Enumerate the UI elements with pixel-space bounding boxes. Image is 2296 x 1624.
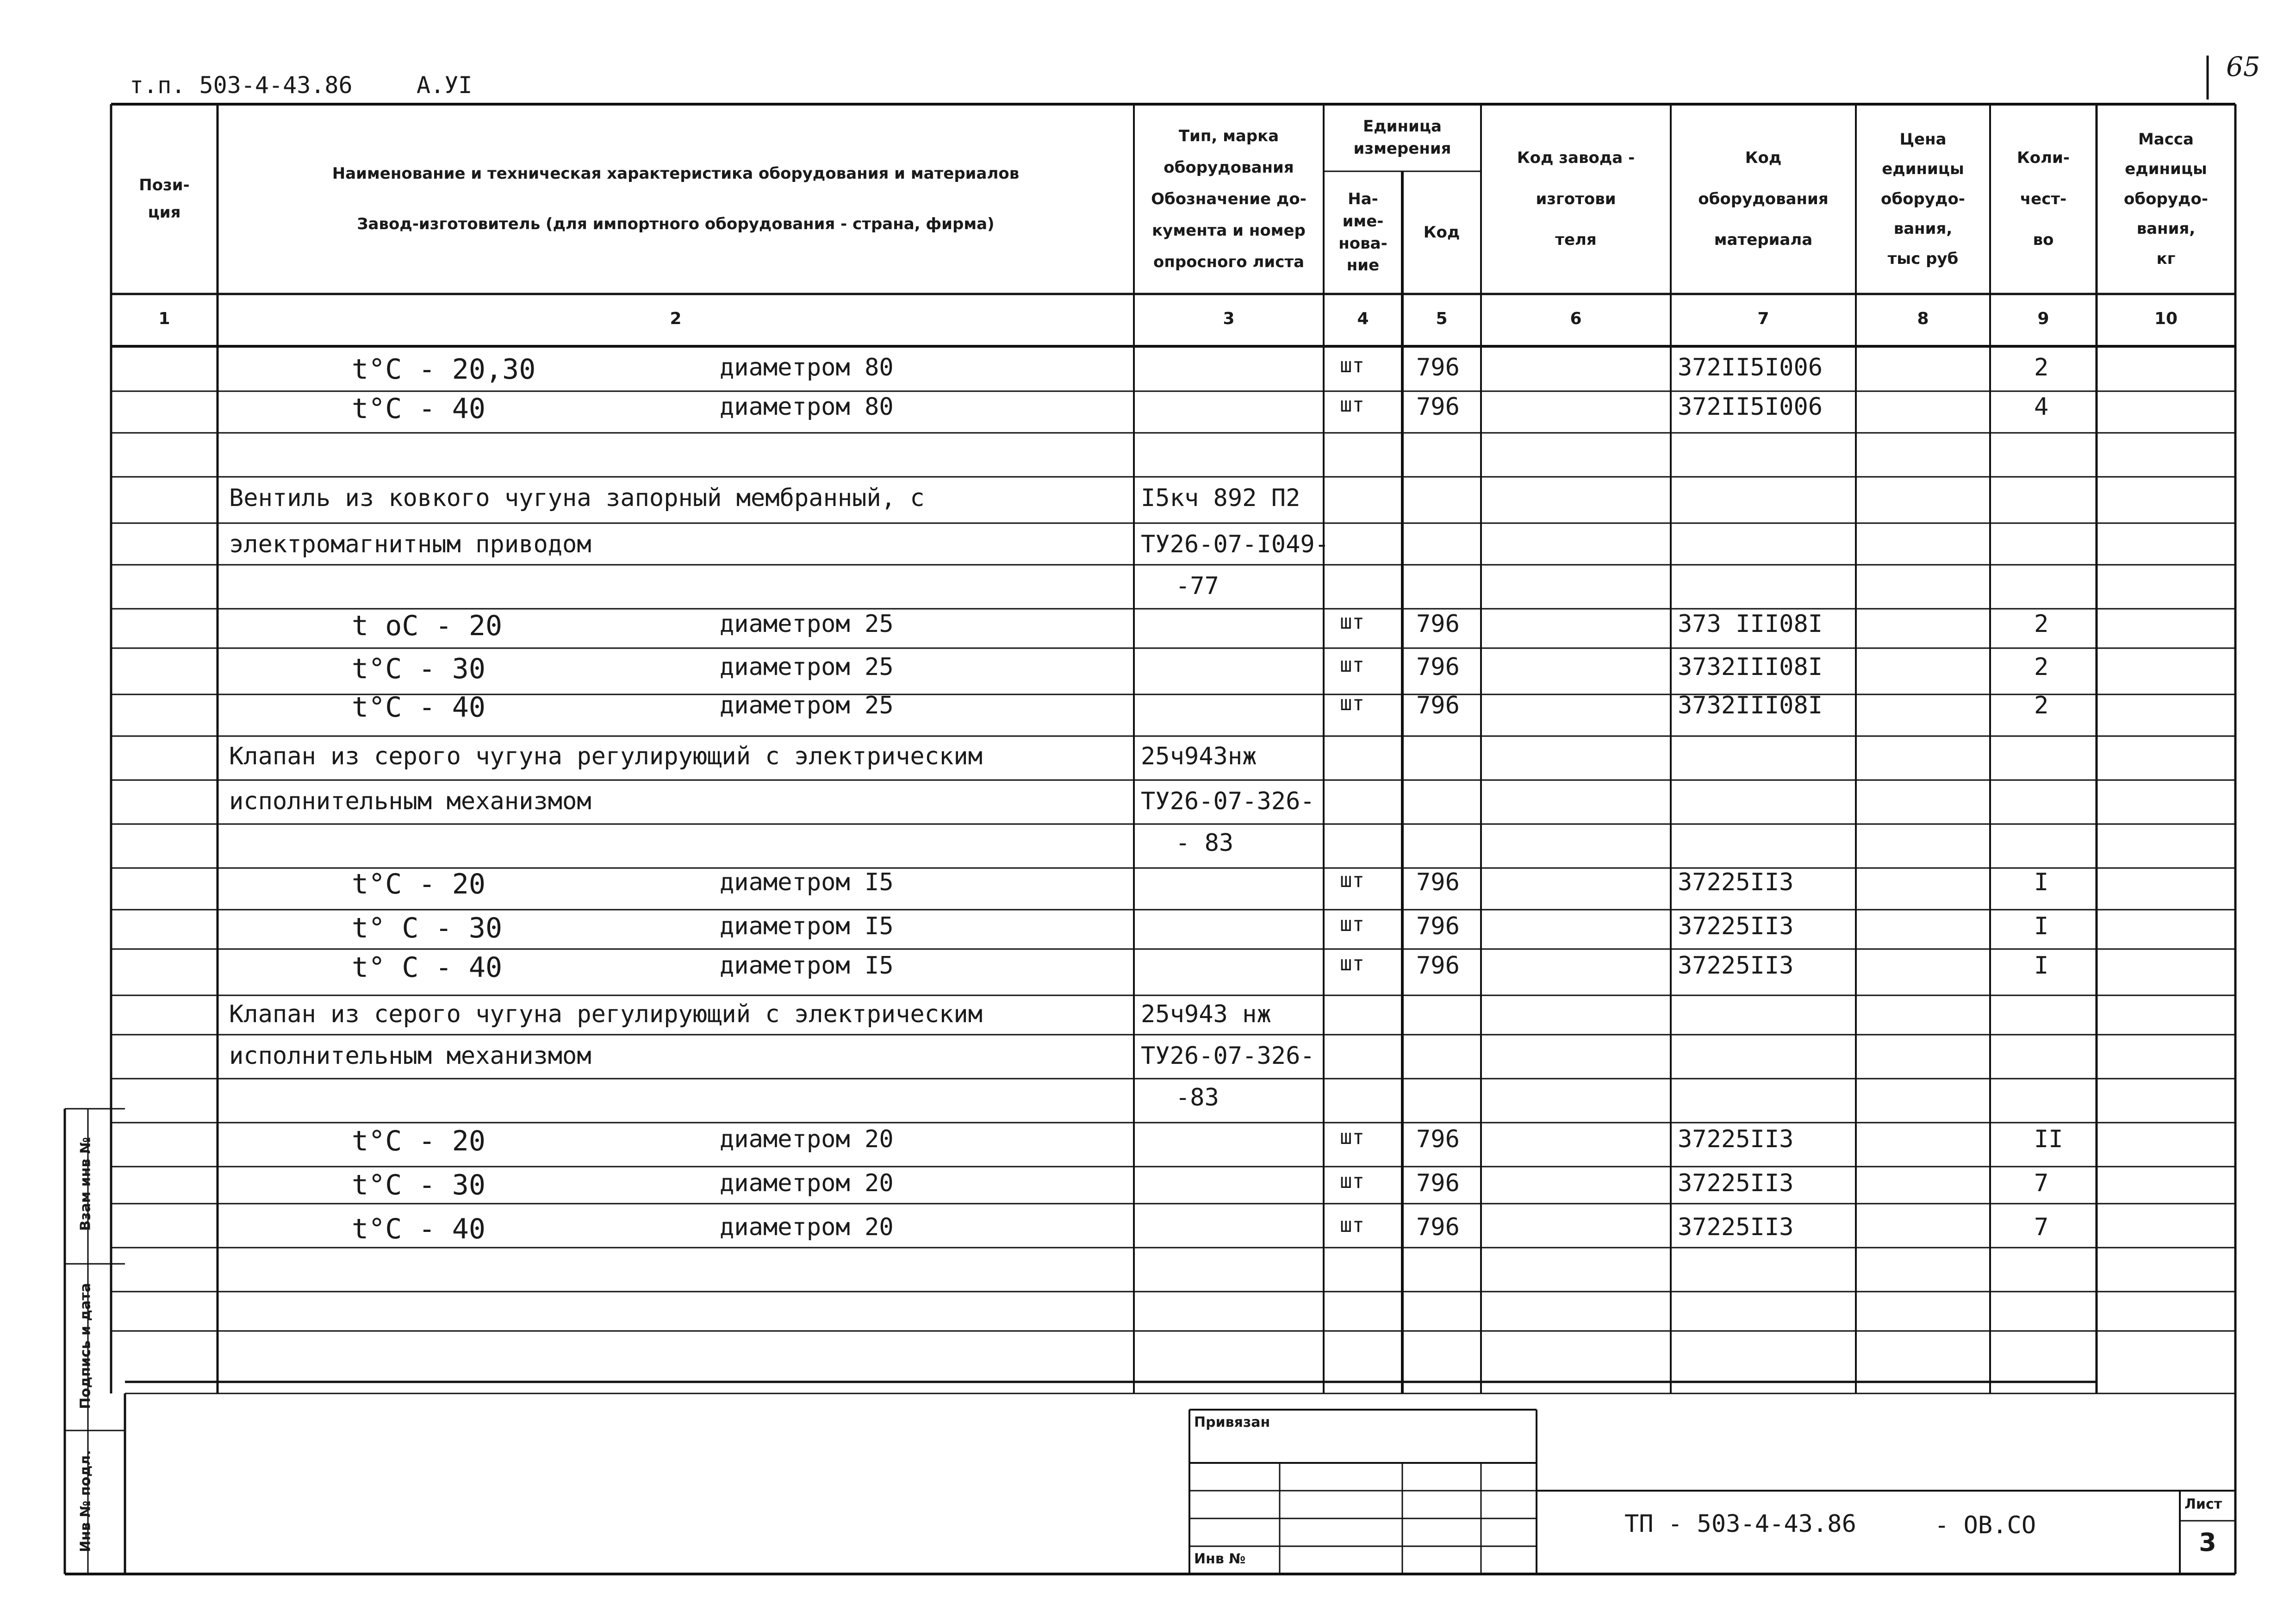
row-name: t°C - 40: [352, 691, 485, 724]
row-unit-code: 796: [1416, 912, 1460, 940]
row-unit-code: 796: [1416, 610, 1460, 638]
row-material-code: 373 III08I: [1678, 610, 1823, 638]
row-material-code: 3732III08I: [1678, 653, 1823, 681]
row-name: t° C - 30: [352, 912, 503, 944]
row-unit: шт: [1340, 912, 1364, 936]
row-name: Клапан из серого чугуна регулирующий с электрическим: [229, 743, 983, 770]
row-unit-code: 796: [1416, 952, 1460, 980]
row-name: t° C - 40: [352, 951, 503, 984]
row-unit-code: 796: [1416, 1125, 1460, 1153]
row-diameter: диаметром 20: [720, 1169, 894, 1197]
row-material-code: 37225II3: [1678, 1169, 1794, 1197]
header-manufacturer-code: Код завода - изготови теля: [1517, 149, 1635, 250]
row-name: t°C - 40: [352, 393, 485, 425]
row-diameter: диаметром 80: [720, 354, 894, 381]
col-number: 1: [158, 309, 170, 328]
row-unit-code: 796: [1416, 1169, 1460, 1197]
row-unit-code: 796: [1416, 354, 1460, 381]
row-name: электромагнитным приводом: [229, 531, 591, 558]
row-diameter: диаметром 25: [720, 653, 894, 681]
row-name: t°C - 20: [352, 1125, 485, 1157]
row-type: -77: [1176, 572, 1219, 600]
document-reference: т.п. 503-4-43.86: [130, 72, 353, 99]
row-unit: шт: [1340, 653, 1364, 677]
row-unit: шт: [1340, 610, 1364, 634]
row-unit-code: 796: [1416, 692, 1460, 719]
sheet-label: Лист: [2184, 1496, 2222, 1512]
row-quantity: 4: [2034, 393, 2049, 421]
page-mark: 65: [2226, 51, 2260, 82]
row-name: Клапан из серого чугуна регулирующий с электрическим: [229, 1000, 983, 1028]
row-diameter: диаметром 80: [720, 393, 894, 421]
row-name: t°C - 40: [352, 1213, 485, 1245]
row-name: t°C - 20: [352, 868, 485, 900]
row-quantity: II: [2034, 1125, 2063, 1153]
row-type: ТУ26-07-326-: [1141, 787, 1315, 815]
row-material-code: 372II5I006: [1678, 393, 1823, 421]
col-number: 5: [1436, 309, 1448, 328]
row-name: исполнительным механизмом: [229, 787, 591, 815]
row-unit: шт: [1340, 692, 1364, 715]
col-number: 4: [1357, 309, 1369, 328]
row-material-code: 37225II3: [1678, 912, 1794, 940]
row-unit: шт: [1340, 868, 1364, 892]
row-quantity: 2: [2034, 692, 2049, 719]
row-unit-code: 796: [1416, 1213, 1460, 1241]
header-quantity: Коли- чест- во: [2017, 149, 2070, 250]
row-unit: шт: [1340, 1125, 1364, 1149]
row-type: -83: [1176, 1084, 1219, 1112]
side-label-inv-original: Инв № подл.: [77, 1450, 94, 1552]
row-unit: шт: [1340, 1169, 1364, 1193]
row-name: Вентиль из ковкого чугуна запорный мембранный, с: [229, 484, 925, 512]
row-material-code: 37225II3: [1678, 1213, 1794, 1241]
row-diameter: диаметром I5: [720, 912, 894, 940]
col-number: 7: [1757, 309, 1769, 328]
row-type: ТУ26-07-I049-: [1141, 531, 1329, 558]
col-number: 6: [1570, 309, 1582, 328]
row-unit-code: 796: [1416, 393, 1460, 421]
col-number: 10: [2154, 309, 2178, 328]
header-type: Тип, марка оборудования Обозначение до- кумента и номер опросного листа: [1151, 127, 1307, 271]
document-designation: ТП - 503-4-43.86: [1624, 1510, 1856, 1538]
header-price: Цена единицы оборудо- вания, тыс руб: [1881, 130, 1965, 268]
row-unit: шт: [1340, 952, 1364, 975]
row-material-code: 37225II3: [1678, 868, 1794, 896]
inv-number-label: Инв №: [1194, 1551, 1246, 1567]
side-label-signature-date: Подпись и дата: [77, 1283, 94, 1409]
album-number: А.УI: [417, 72, 473, 99]
row-name: t oC - 20: [352, 610, 503, 642]
row-type: - 83: [1176, 829, 1234, 857]
row-diameter: диаметром 20: [720, 1125, 894, 1153]
row-name: t°C - 30: [352, 653, 485, 685]
row-quantity: 2: [2034, 610, 2049, 638]
row-unit-code: 796: [1416, 868, 1460, 896]
row-diameter: диаметром 25: [720, 610, 894, 638]
sheet-number: 3: [2199, 1528, 2216, 1557]
privyazan-label: Привязан: [1194, 1414, 1270, 1430]
row-quantity: 2: [2034, 653, 2049, 681]
row-quantity: I: [2034, 868, 2049, 896]
row-material-code: 37225II3: [1678, 952, 1794, 980]
row-diameter: диаметром 20: [720, 1213, 894, 1241]
row-type: I5кч 892 П2: [1141, 484, 1300, 512]
row-diameter: диаметром I5: [720, 952, 894, 980]
col-number: 9: [2037, 309, 2049, 328]
row-unit-code: 796: [1416, 653, 1460, 681]
row-quantity: I: [2034, 952, 2049, 980]
row-name: исполнительным механизмом: [229, 1042, 591, 1070]
header-position: Пози- ция: [139, 175, 190, 222]
row-unit: шт: [1340, 354, 1364, 377]
row-name: t°C - 20,30: [352, 353, 536, 386]
row-quantity: I: [2034, 912, 2049, 940]
row-diameter: диаметром 25: [720, 692, 894, 719]
col-number: 8: [1917, 309, 1929, 328]
row-quantity: 7: [2034, 1169, 2049, 1197]
row-material-code: 372II5I006: [1678, 354, 1823, 381]
header-unit-name: На- име- нова- ние: [1338, 190, 1388, 275]
row-quantity: 2: [2034, 354, 2049, 381]
side-label-replaced-inv: Взам инв №: [77, 1137, 94, 1231]
row-unit: шт: [1340, 393, 1364, 417]
col-number: 2: [670, 309, 682, 328]
row-name: t°C - 30: [352, 1169, 485, 1201]
row-material-code: 37225II3: [1678, 1125, 1794, 1153]
row-unit: шт: [1340, 1213, 1364, 1237]
row-type: 25ч943нж: [1141, 743, 1257, 770]
row-material-code: 3732III08I: [1678, 692, 1823, 719]
header-unit: Единица измерения: [1353, 117, 1451, 158]
document-suffix: - ОВ.СО: [1935, 1512, 2036, 1539]
header-mass: Масса единицы оборудо- вания, кг: [2124, 130, 2208, 268]
header-name: Наименование и техническая характеристика оборудования и материалов Завод-изготовитель (для импортного оборудования - страна, фирма): [332, 164, 1020, 233]
row-quantity: 7: [2034, 1213, 2049, 1241]
row-type: 25ч943 нж: [1141, 1000, 1271, 1028]
header-unit-code: Код: [1423, 223, 1460, 242]
col-number: 3: [1223, 309, 1235, 328]
row-diameter: диаметром I5: [720, 868, 894, 896]
row-type: ТУ26-07-326-: [1141, 1042, 1315, 1070]
header-material-code: Код оборудования материала: [1698, 149, 1829, 250]
